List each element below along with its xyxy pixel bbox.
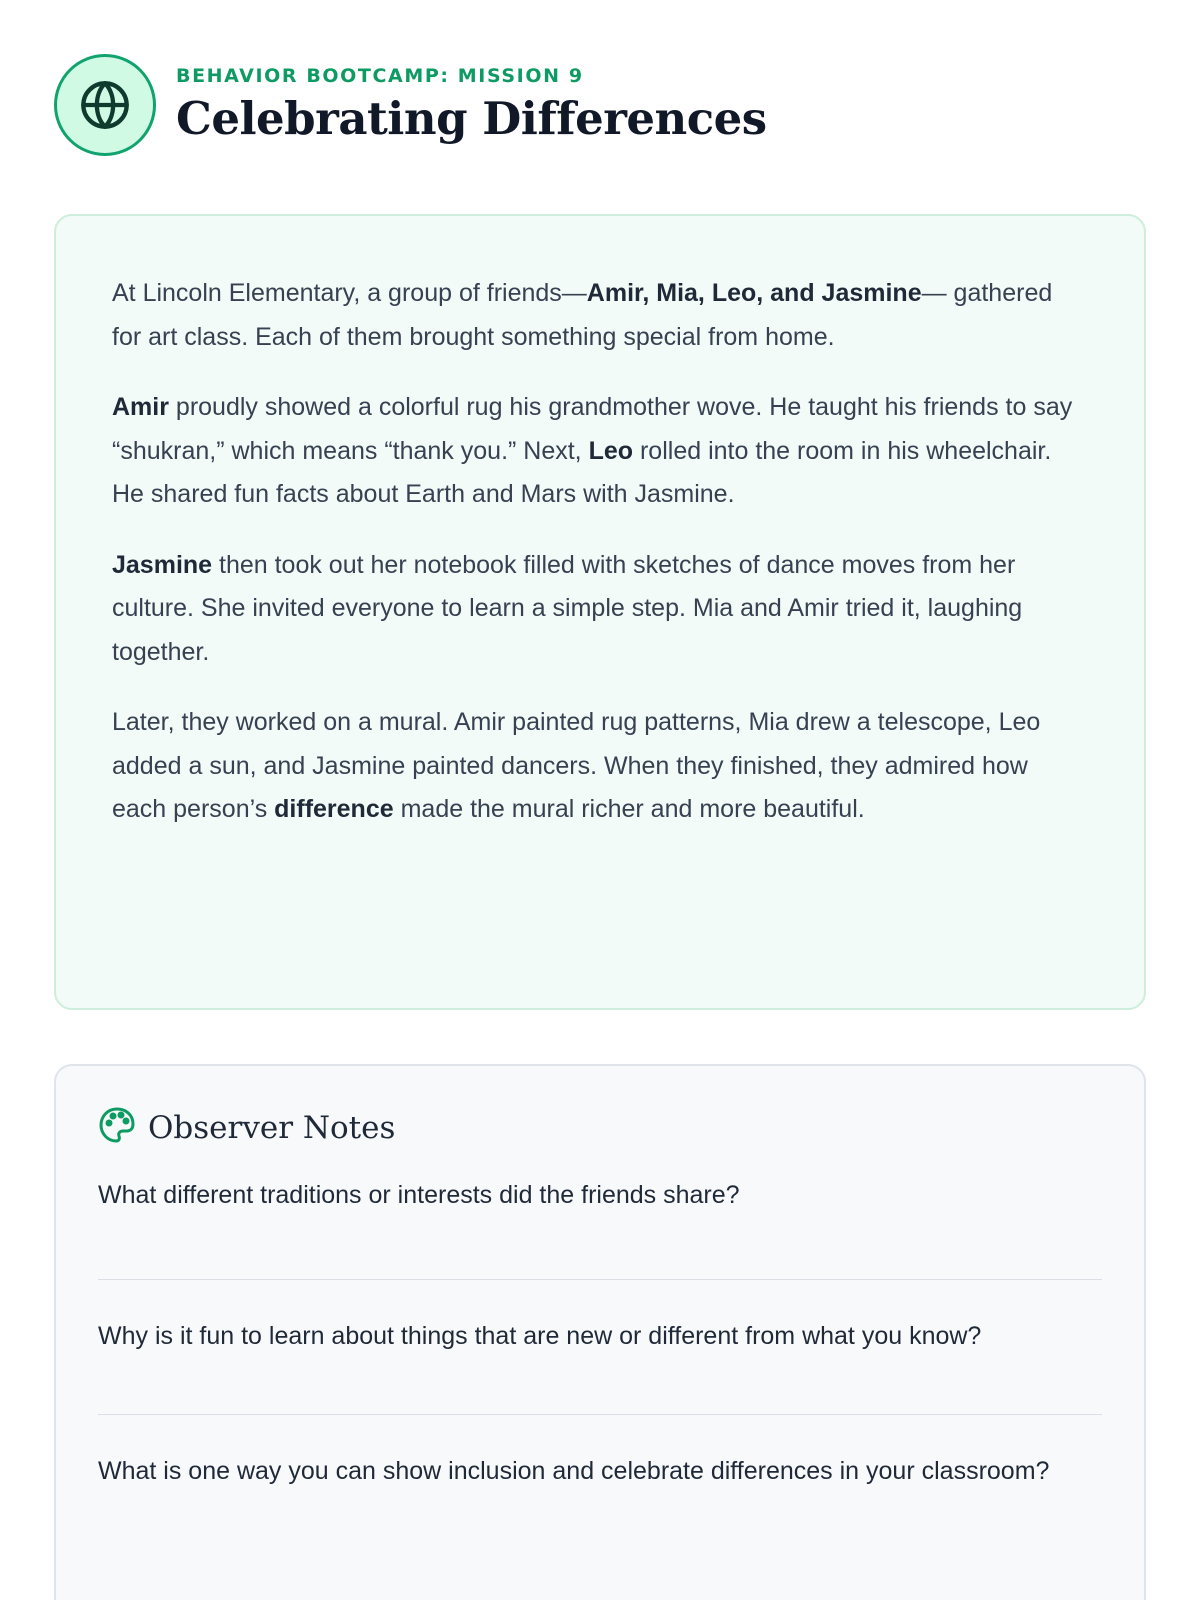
mission-kicker: BEHAVIOR BOOTCAMP: MISSION 9 — [176, 65, 584, 87]
story-card — [54, 214, 1146, 1010]
page-header — [54, 54, 767, 156]
story-name-amir: Amir — [112, 393, 169, 421]
story-keyword-difference: difference — [274, 795, 394, 823]
observer-notes-card — [54, 1064, 1146, 1600]
story-friends-names: Amir, Mia, Leo, and Jasmine — [586, 279, 922, 307]
answer-space-1[interactable] — [98, 1215, 1102, 1280]
observer-notes-header — [98, 1106, 1102, 1149]
question-2: Why is it fun to learn about things that are new or different from what you know? — [98, 1322, 982, 1350]
page-title: Celebrating Differences — [176, 92, 767, 145]
story-paragraph: At Lincoln Elementary, a group of friends—Amir, Mia, Leo, and Jasmine— gathered for art class. Each of them brought something special from home. — [112, 279, 1053, 351]
story-paragraph: Jasmine then took out her notebook filled with sketches of dance moves from her culture. She invited everyone to learn a simple step. Mia and Amir tried it, laughing together. — [112, 550, 1023, 666]
question-1: What different traditions or interests did the friends share? — [98, 1181, 740, 1209]
observer-notes-title: Observer Notes — [148, 1109, 396, 1146]
globe-icon — [54, 54, 156, 156]
answer-space-2[interactable] — [98, 1356, 1102, 1415]
story-name-leo: Leo — [588, 436, 634, 465]
story-paragraph: Amir proudly showed a colorful rug his grandmother wove. He taught his friends to say “shukran,” which means “thank you.” Next, Leo rolled into the room in his wheelchair. He shared fun facts about Earth and Mars with Jasmine. — [112, 393, 1073, 508]
story-name-jasmine: Jasmine — [112, 550, 213, 579]
story-paragraph: Later, they worked on a mural. Amir painted rug patterns, Mia drew a telescope, Leo added a sun, and Jasmine painted dancers. When they finished, they admired how each person’s difference made the mural richer and more beautiful. — [112, 708, 1041, 823]
palette-icon — [98, 1106, 136, 1149]
question-3: What is one way you can show inclusion and celebrate differences in your classroom? — [98, 1457, 1050, 1485]
